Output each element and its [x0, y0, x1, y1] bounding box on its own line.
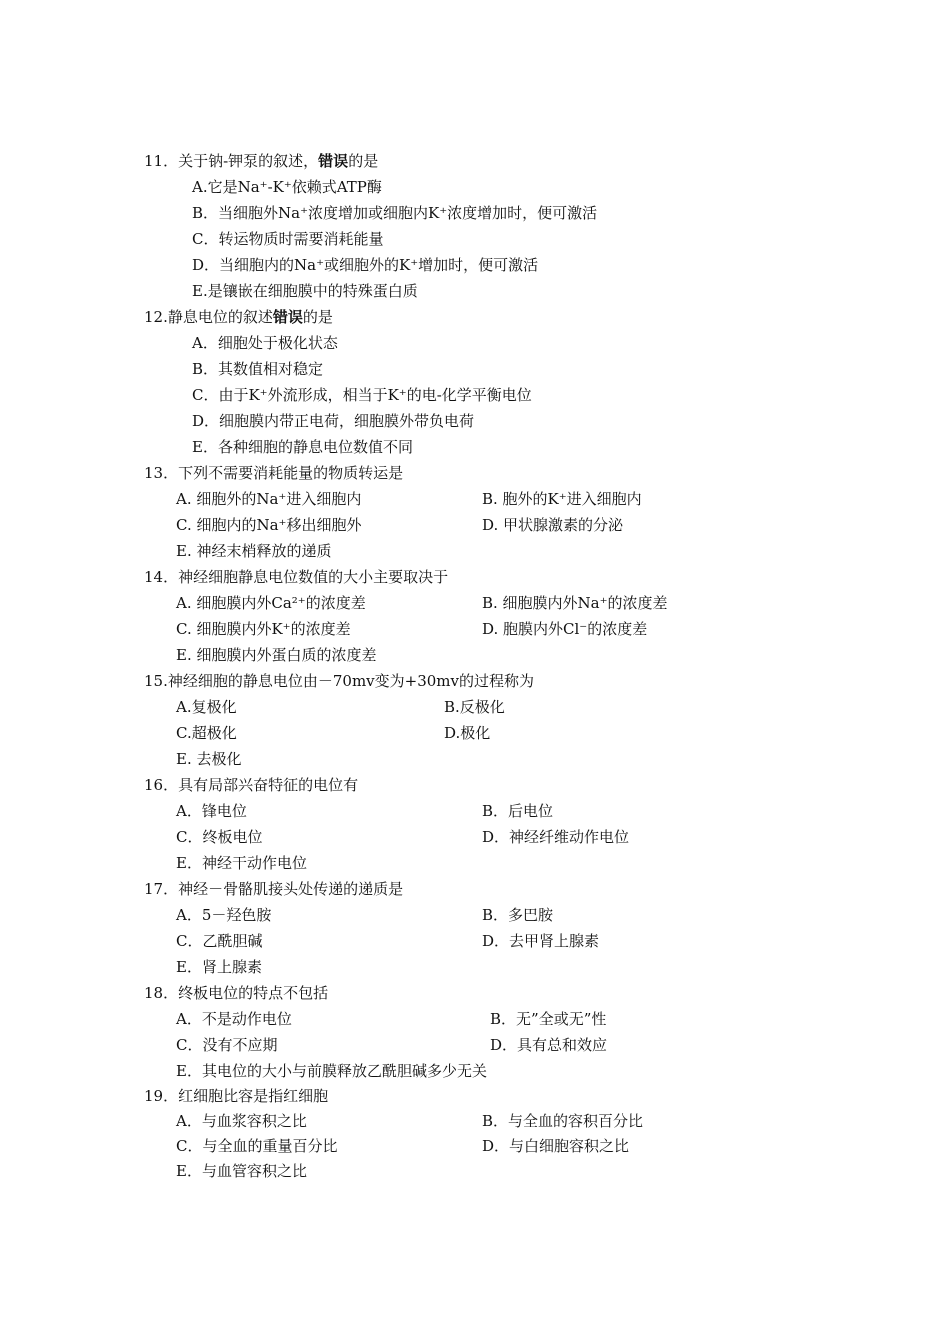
question-15 [0, 668, 950, 772]
question-13 [0, 460, 950, 564]
option-a: A．锋电位 [176, 802, 247, 820]
question-17 [0, 876, 950, 980]
option-b: B.反极化 [444, 698, 505, 716]
option-a: A．与血浆容积之比 [176, 1112, 307, 1130]
question-14 [0, 564, 950, 668]
option-a: A．不是动作电位 [176, 1010, 292, 1028]
question-stem: 17．神经－骨骼肌接头处传递的递质是 [144, 880, 404, 898]
question-stem: 16．具有局部兴奋特征的电位有 [144, 776, 359, 794]
option-e: E. 神经末梢释放的递质 [176, 542, 332, 560]
option-a: A．5－羟色胺 [176, 906, 272, 924]
option-b: B. 细胞膜内外Na⁺的浓度差 [482, 594, 668, 612]
question-stem: 13．下列不需要消耗能量的物质转运是 [144, 464, 404, 482]
option-e: E.是镶嵌在细胞膜中的特殊蛋白质 [192, 282, 418, 300]
option-c: C．由于K⁺外流形成，相当于K⁺的电-化学平衡电位 [192, 386, 532, 404]
option-d: D．当细胞内的Na⁺或细胞外的K⁺增加时，便可激活 [192, 256, 539, 274]
option-c: C．没有不应期 [176, 1036, 278, 1054]
question-stem: 11．关于钠-钾泵的叙述，错误的是 [144, 152, 379, 170]
option-d: D．与白细胞容积之比 [482, 1137, 630, 1155]
question-18 [0, 980, 950, 1084]
option-c: C．与全血的重量百分比 [176, 1137, 338, 1155]
question-16 [0, 772, 950, 876]
option-d: D. 甲状腺激素的分泌 [482, 516, 624, 534]
option-c: C. 细胞膜内外K⁺的浓度差 [176, 620, 351, 638]
option-b: B．其数值相对稳定 [192, 360, 324, 378]
option-d: D.极化 [444, 724, 491, 742]
question-12 [0, 304, 950, 460]
option-c: C.超极化 [176, 724, 237, 742]
option-e: E．肾上腺素 [176, 958, 262, 976]
option-d: D．具有总和效应 [490, 1036, 608, 1054]
option-c: C. 细胞内的Na⁺移出细胞外 [176, 516, 362, 534]
option-e: E. 细胞膜内外蛋白质的浓度差 [176, 646, 377, 664]
option-e: E．各种细胞的静息电位数值不同 [192, 438, 413, 456]
question-stem: 12.静息电位的叙述错误的是 [144, 308, 333, 326]
option-e: E．神经干动作电位 [176, 854, 307, 872]
option-b: B. 胞外的K⁺进入细胞内 [482, 490, 642, 508]
question-stem: 15.神经细胞的静息电位由－70mv变为+30mv的过程称为 [144, 672, 534, 690]
option-b: B．多巴胺 [482, 906, 554, 924]
option-d: D．去甲肾上腺素 [482, 932, 600, 950]
option-e: E．与血管容积之比 [176, 1162, 307, 1180]
question-19 [0, 1084, 950, 1184]
option-d: D. 胞膜内外Cl⁻的浓度差 [482, 620, 648, 638]
option-d: D．神经纤维动作电位 [482, 828, 630, 846]
option-c: C．乙酰胆碱 [176, 932, 263, 950]
option-e: E．其电位的大小与前膜释放乙酰胆碱多少无关 [176, 1062, 487, 1080]
option-e: E. 去极化 [176, 750, 242, 768]
option-b: B．无”全或无”性 [490, 1010, 607, 1028]
option-a: A.复极化 [176, 698, 237, 716]
question-11 [0, 148, 950, 304]
option-d: D．细胞膜内带正电荷，细胞膜外带负电荷 [192, 412, 475, 430]
exam-page [0, 148, 950, 1184]
question-stem: 18．终板电位的特点不包括 [144, 984, 329, 1002]
option-a: A. 细胞膜内外Ca²⁺的浓度差 [176, 594, 366, 612]
option-b: B．与全血的容积百分比 [482, 1112, 644, 1130]
option-b: B．当细胞外Na⁺浓度增加或细胞内K⁺浓度增加时，便可激活 [192, 204, 598, 222]
option-a: A. 细胞外的Na⁺进入细胞内 [176, 490, 362, 508]
option-b: B．后电位 [482, 802, 554, 820]
option-c: C．终板电位 [176, 828, 263, 846]
question-stem: 19．红细胞比容是指红细胞 [144, 1087, 329, 1105]
question-stem: 14．神经细胞静息电位数值的大小主要取决于 [144, 568, 449, 586]
option-c: C．转运物质时需要消耗能量 [192, 230, 384, 248]
option-a: A．细胞处于极化状态 [192, 334, 338, 352]
option-a: A.它是Na⁺-K⁺依赖式ATP酶 [192, 178, 382, 196]
